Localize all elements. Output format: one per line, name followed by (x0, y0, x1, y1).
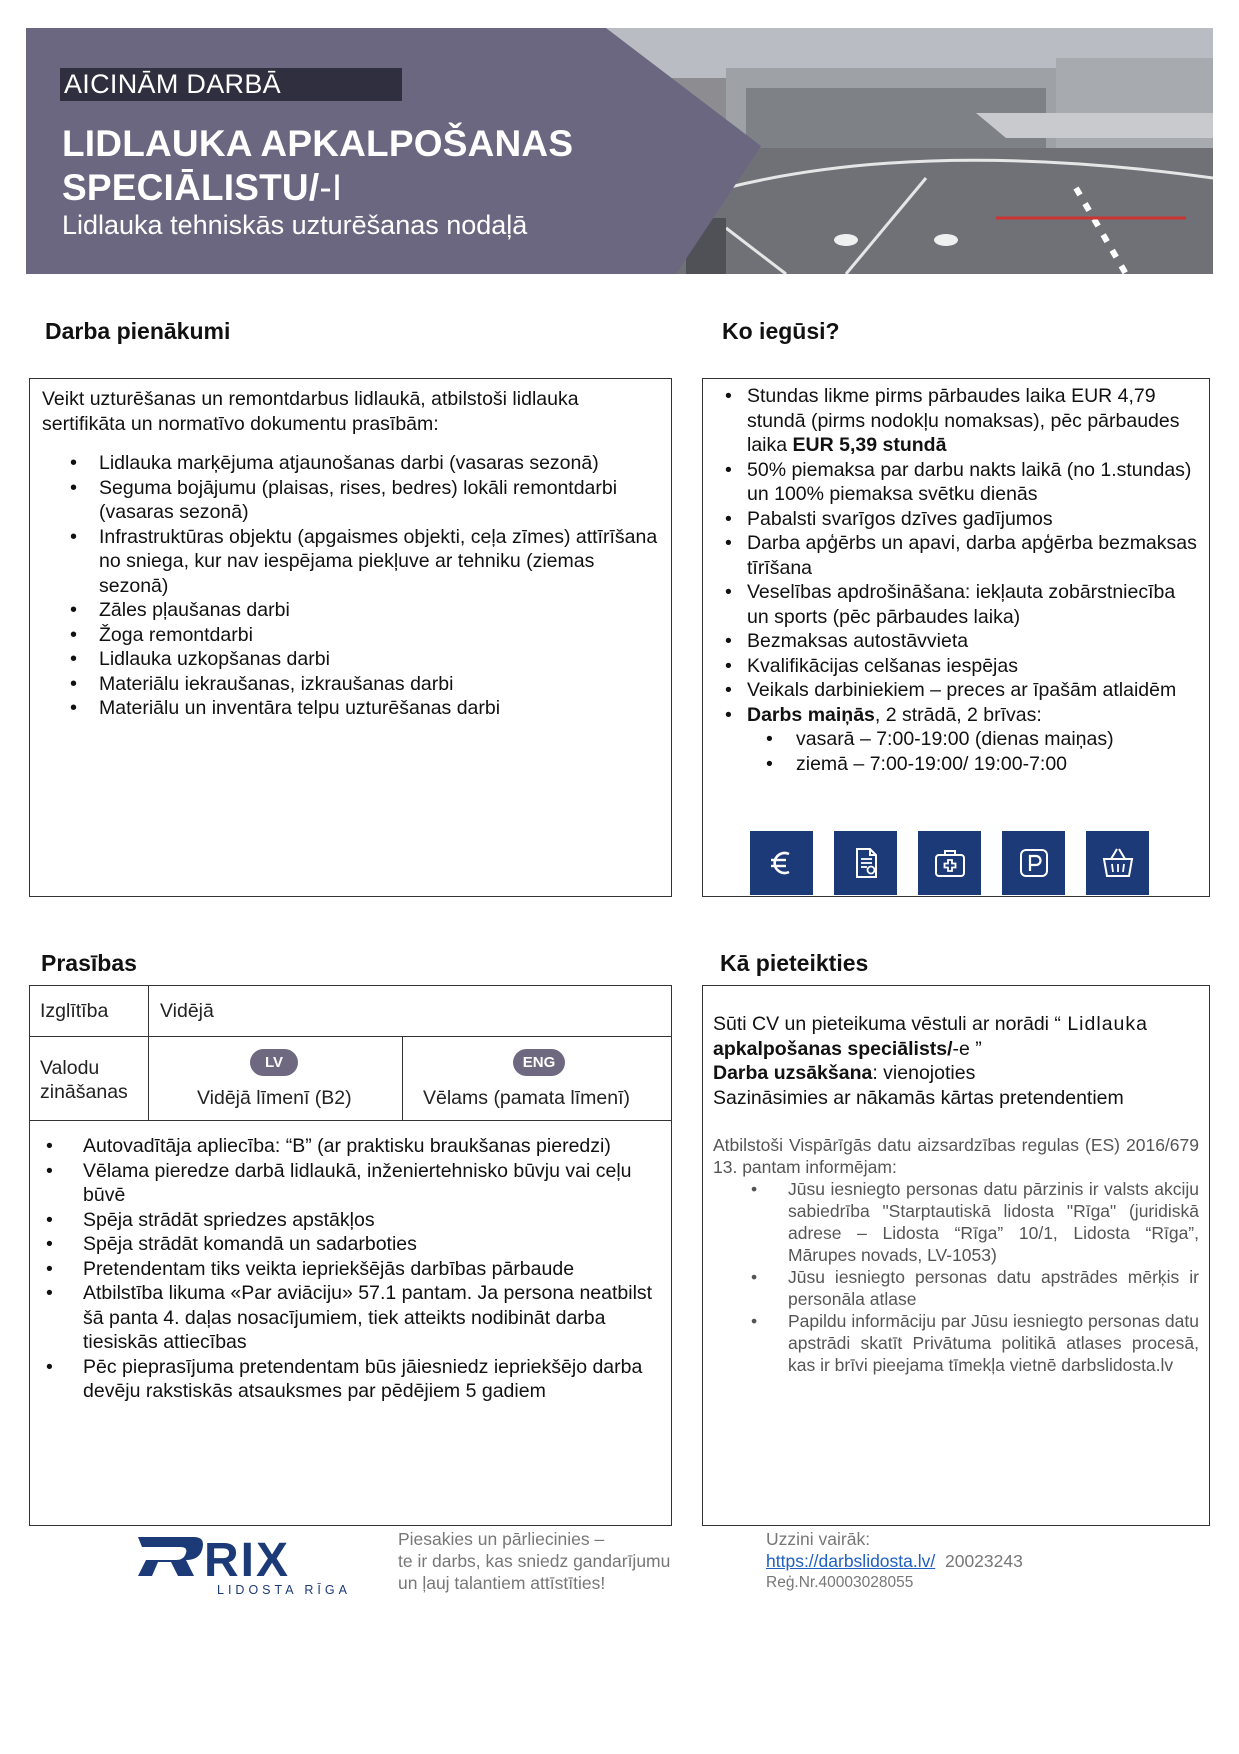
banner-tag: AICINĀM DARBĀ (60, 68, 402, 101)
career-site-link[interactable]: https://darbslidosta.lv/ (766, 1551, 936, 1571)
job-title-suffix: -I (319, 167, 343, 208)
list-item: • Pabalsti svarīgos dzīves gadījumos (713, 507, 1199, 532)
requirements-list (44, 1134, 661, 1404)
list-item: • Veikals darbiniekiem – preces ar īpašām atlaidēm (713, 678, 1199, 703)
lv-level: Vidējā līmenī (B2) (197, 1087, 352, 1109)
list-item: • 50% piemaksa par darbu nakts laikā (no 1.stundas) un 100% piemaksa svētku dienās (713, 458, 1199, 507)
language-label: Valodu zināšanas (40, 1057, 128, 1103)
list-item: • Darbs maiņās, 2 strādā, 2 brīvas: • vasarā – 7:00-19:00 (dienas maiņas) • ziemā – 7:00-19:00/ 19:00-7:00 (713, 703, 1199, 777)
position-name: apkalpošanas speciālists/ (713, 1037, 953, 1060)
list-item: • Materiālu iekraušanas, izkraušanas darbi (70, 672, 659, 697)
list-item: • Veselības apdrošināšana: iekļauta zobārstniecība un sports (pēc pārbaudes laika) (713, 580, 1199, 629)
list-item: • Jūsu iesniegto personas datu apstrādes mērķis ir personāla atlase (751, 1266, 1199, 1310)
duties-intro: Veikt uzturēšanas un remontdarbus lidlaukā, atbilstoši lidlauka sertifikāta un normatīvo dokumentu prasībām: (42, 388, 579, 435)
list-item: • Seguma bojājumu (plaisas, rises, bedres) lokāli remontdarbi (vasaras sezonā) (70, 476, 659, 525)
table-divider (402, 1037, 403, 1120)
contact-note: Sazināsimies ar nākamās kārtas pretendentiem (713, 1086, 1124, 1109)
shopping-basket-icon (1086, 831, 1149, 895)
logo-subtitle: LIDOSTA RĪGA (217, 1583, 351, 1597)
apply-heading: Kā pieteikties (720, 950, 869, 976)
table-divider (148, 986, 149, 1036)
gdpr-notice (713, 1134, 1199, 1376)
svg-text:RIX: RIX (204, 1534, 291, 1587)
table-divider (148, 1037, 149, 1120)
education-label: Izglītība (40, 1000, 109, 1022)
list-item: • vasarā – 7:00-19:00 (dienas maiņas) (753, 727, 1199, 752)
lv-badge: LV (250, 1049, 298, 1076)
list-item: • Bezmaksas autostāvvieta (713, 629, 1199, 654)
department-subtitle: Lidlauka tehniskās uzturēšanas nodaļā (62, 210, 528, 240)
list-item: • Spēja strādāt spriedzes apstākļos (44, 1208, 661, 1233)
requirements-box (29, 985, 672, 1526)
parking-icon (1002, 831, 1065, 895)
list-item: • Jūsu iesniegto personas datu pārzinis ir valsts akciju sabiedrība "Starptautiskā lidosta "Rīga" (juridiskā adrese – Lidosta “Rīga” 10/1, Lidosta “Rīga”, Mārupes novads, LV-1053) (751, 1178, 1199, 1266)
job-title-line1: LIDLAUKA APKALPOŠANAS (62, 123, 574, 164)
list-item: • Žoga remontdarbi (70, 623, 659, 648)
more-label: Uzzini vairāk: (766, 1529, 871, 1549)
footer-slogan: Piesakies un pārliecinies – te ir darbs, kas sniedz gandarījumu un ļauj talantiem attīstīties! (398, 1529, 671, 1593)
list-item: • Infrastruktūras objektu (apgaismes objekti, ceļa zīmes) attīrīšana no sniega, kur nav iespējama piekļuve ar tehniku (ziemas sezonā) (70, 525, 659, 599)
list-item: • Atbilstība likuma «Par aviāciju» 57.1 pantam. Ja persona neatbilst šā panta 4. daļas nosacījumiem, tiek atteikts nodibināt darba tiesiskās attiecības (44, 1281, 661, 1355)
list-item: • Papildu informāciju par Jūsu iesniegto personas datu apstrādi skatīt Privātuma politikā atlases procesā, kas ir brīvi pieejama tīmekļa vietnē darbslidosta.lv (751, 1310, 1199, 1376)
shift-sublist (753, 727, 1199, 776)
apply-instructions: Sūti CV un pieteikuma vēstuli ar norādi “ Lidlauka apkalpošanas speciālists/-e ” (713, 1013, 1148, 1060)
eng-level: Vēlams (pamata līmenī) (423, 1087, 630, 1109)
job-title (62, 122, 573, 210)
duties-box (29, 378, 672, 897)
list-item: • Pretendentam tiks veikta iepriekšējās darbības pārbaude (44, 1257, 661, 1282)
list-item: • Pēc pieprasījuma pretendentam būs jāiesniedz iepriekšējo darba devēju rakstiskās atsauksmes par pēdējiem 5 gadiem (44, 1355, 661, 1404)
phone-number: 20023243 (944, 1551, 1023, 1571)
list-item: • Lidlauka marķējuma atjaunošanas darbi (vasaras sezonā) (70, 451, 659, 476)
list-item: • Materiālu un inventāra telpu uzturēšanas darbi (70, 696, 659, 721)
benefits-box (702, 378, 1210, 897)
job-title-line2: SPECIĀLISTU/-I (62, 167, 343, 208)
benefits-list (713, 384, 1199, 776)
language-row (30, 1037, 671, 1121)
eng-badge: ENG (513, 1049, 565, 1076)
header-banner (26, 28, 1213, 274)
list-item: • Stundas likme pirms pārbaudes laika EUR 4,79 stundā (pirms nodokļu nomaksas), pēc pārbaudes laika EUR 5,39 stundā (713, 384, 1199, 458)
list-item: • Kvalifikācijas celšanas iespējas (713, 654, 1199, 679)
list-item: • Autovadītāja apliecība: “B” (ar praktisku braukšanas pieredzi) (44, 1134, 661, 1159)
duties-heading: Darba pienākumi (45, 318, 231, 344)
education-row (30, 986, 671, 1037)
document-icon (834, 831, 897, 895)
list-item: • Zāles pļaušanas darbi (70, 598, 659, 623)
benefits-heading: Ko iegūsi? (722, 318, 840, 344)
gdpr-intro: Atbilstoši Vispārīgās datu aizsardzības regulas (ES) 2016/679 13. pantam informējam: (713, 1135, 1199, 1177)
euro-icon (750, 831, 813, 895)
benefit-icons (750, 831, 1149, 895)
start-date: Darba uzsākšana: vienojoties (713, 1062, 976, 1084)
list-item: • Vēlama pieredze darbā lidlaukā, inženiertehnisko būvju vai ceļu būvē (44, 1159, 661, 1208)
apply-box (702, 985, 1210, 1526)
list-item: • Darba apģērbs un apavi, darba apģērba bezmaksas tīrīšana (713, 531, 1199, 580)
education-value: Vidējā (160, 1000, 214, 1022)
registration-number: Reģ.Nr.40003028055 (766, 1574, 914, 1591)
list-item: • ziemā – 7:00-19:00/ 19:00-7:00 (753, 752, 1199, 777)
gdpr-list (751, 1178, 1199, 1376)
list-item: • Spēja strādāt komandā un sadarboties (44, 1232, 661, 1257)
medical-kit-icon (918, 831, 981, 895)
rate-after-trial: EUR 5,39 stundā (792, 434, 947, 456)
duties-list (42, 451, 659, 721)
list-item: • Lidlauka uzkopšanas darbi (70, 647, 659, 672)
requirements-heading: Prasības (41, 950, 137, 976)
footer-contacts (766, 1528, 1023, 1594)
